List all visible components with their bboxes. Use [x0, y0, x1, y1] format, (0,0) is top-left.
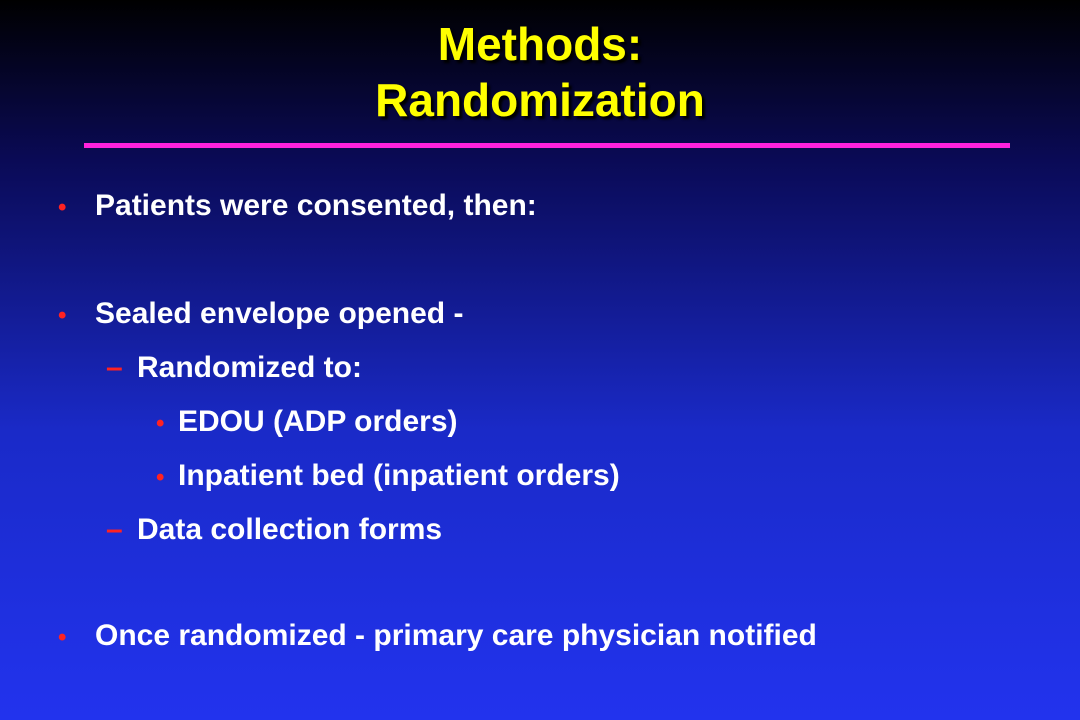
sub-item-text: Data collection forms: [137, 513, 443, 546]
bullet-text: Sealed envelope opened -: [95, 297, 464, 330]
title-line-1: Methods:: [437, 18, 643, 70]
title-underline: [84, 143, 1010, 148]
sub-item-text: Randomized to:: [137, 351, 362, 384]
dash-marker: –: [106, 351, 123, 384]
dash-marker: –: [106, 513, 123, 546]
title-line-2: Randomization: [375, 74, 705, 126]
bullet-text: Once randomized - primary care physician notified: [95, 619, 817, 652]
bullet-marker: •: [156, 464, 165, 491]
bullet-marker: •: [156, 410, 165, 437]
bullet-text: Patients were consented, then:: [95, 189, 537, 222]
bullet-marker: •: [58, 302, 67, 329]
bullet-marker: •: [58, 194, 67, 221]
bullet-marker: •: [58, 624, 67, 651]
slide-title: [0, 16, 1080, 128]
sub-sub-item-text: EDOU (ADP orders): [178, 405, 458, 438]
sub-sub-item-text: Inpatient bed (inpatient orders): [178, 459, 620, 492]
